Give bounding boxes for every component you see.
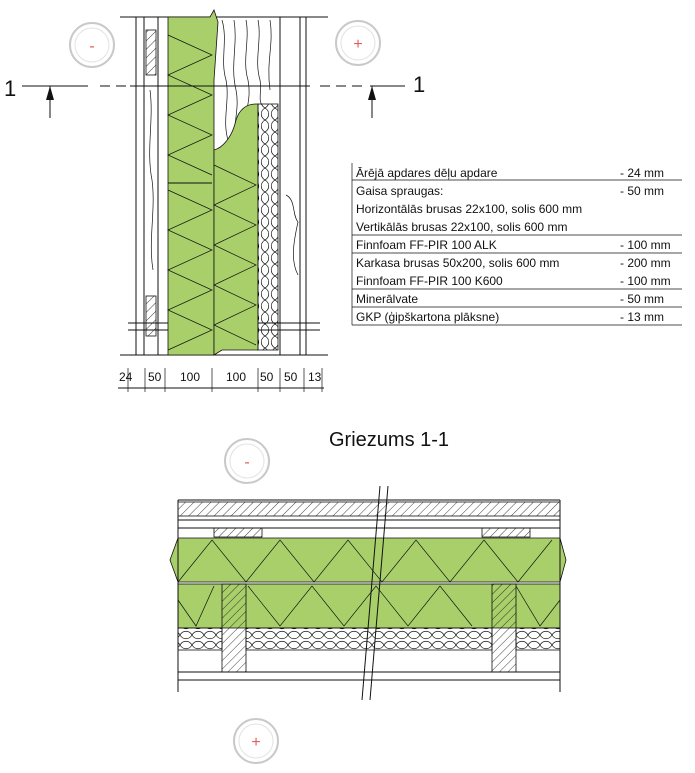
minus-sign-text: - [244,454,250,471]
dimension-labels [119,370,322,384]
dim-label: 50 [260,370,274,384]
batten-top [146,30,156,75]
minus-sign-text: - [89,38,95,55]
layer-value: - 100 mm [620,238,671,252]
pir-alk-board-h [170,538,566,582]
frame-stud-left [222,584,246,672]
layer-name: Gaisa spraugas: [356,184,444,198]
minus-sign-bottom [225,439,269,483]
layer-name: Horizontālās brusas 22x100, solis 600 mm [356,202,583,216]
layer-name: Minerālvate [356,292,419,306]
pir-k600-board [214,104,258,355]
layer-name: Finnfoam FF-PIR 100 ALK [356,238,497,252]
section-label-left: 1 [4,76,17,101]
horizontal-section [170,486,566,700]
mineral-wool [258,104,278,350]
dim-label: 24 [119,370,133,384]
plus-sign-bottom [234,719,278,763]
layer-value: - 50 mm [620,184,665,198]
dim-label: 100 [180,370,201,384]
plus-sign-top [336,21,380,65]
mineral-wool-h [246,628,492,650]
layer-name: Karkasa brusas 50x200, solis 600 mm [356,256,560,270]
plus-sign-text: + [251,734,261,751]
dim-label: 13 [308,370,322,384]
layer-value: - 13 mm [620,310,665,324]
layer-name: Ārējā apdares dēļu apdare [356,166,498,180]
batten-bottom [146,296,156,336]
minus-sign-top [70,23,114,67]
layer-name: Vertikālās brusas 22x100, solis 600 mm [356,220,568,234]
layer-name: GKP (ģipškartona plāksne) [356,310,500,324]
cladding-boards [178,502,560,516]
layer-value: - 24 mm [620,166,665,180]
frame-stud-right [492,584,516,672]
dim-label: 50 [284,370,298,384]
section-label-right: 1 [413,72,426,97]
layer-name: Finnfoam FF-PIR 100 K600 [356,274,503,288]
layer-value: - 100 mm [620,274,671,288]
layer-legend [352,163,682,325]
layer-value: - 200 mm [620,256,671,270]
dim-label: 100 [226,370,247,384]
plus-sign-text: + [353,36,363,53]
layer-value: - 50 mm [620,292,665,306]
section-title: Griezums 1-1 [329,429,450,451]
dim-label: 50 [148,370,162,384]
